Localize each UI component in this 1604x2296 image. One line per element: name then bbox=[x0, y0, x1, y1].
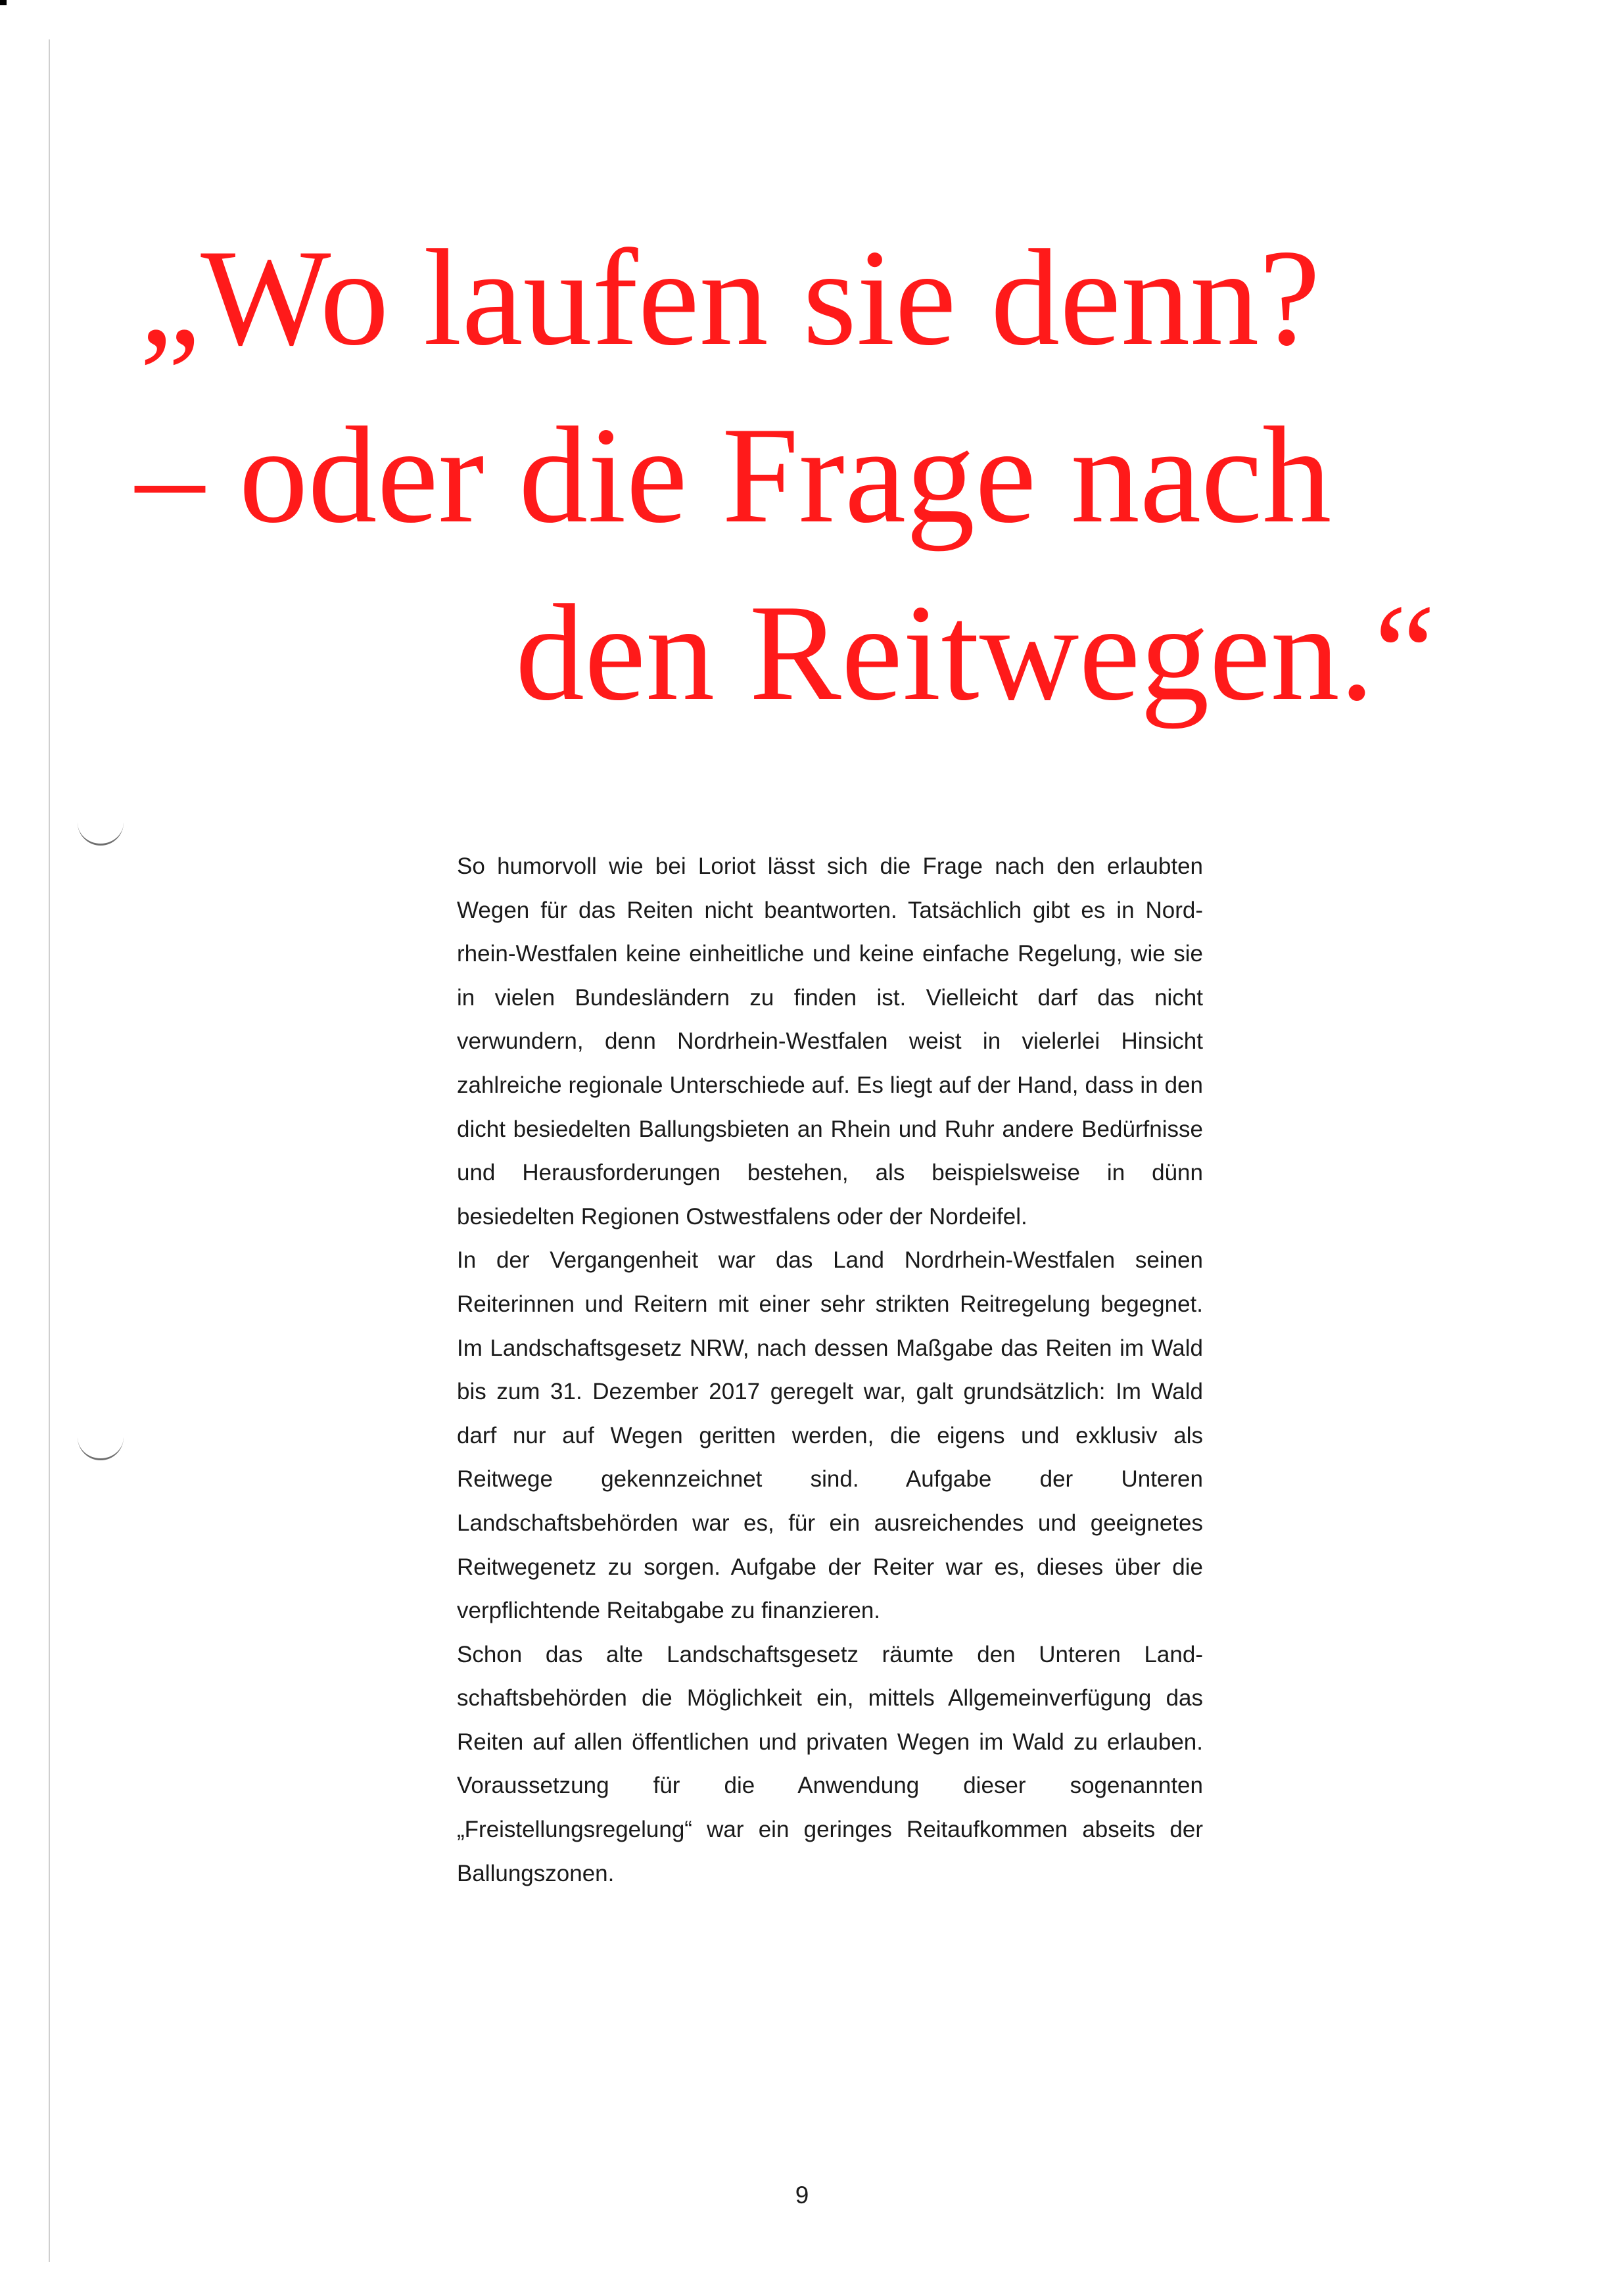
paragraph-2: In der Vergangenheit war das Land Nordrhein-Westfalen seinen Reiterinnen und Reitern mit einer sehr strikten Reitregelung begegnet. Im Landschaftsgesetz NRW, nach dessen Maßgabe das Reiten im Wald bis zum 31. Dezember 2017 geregelt war, galt grundsätzlich: Im Wald darf nur auf Wegen geritten werden, die eigens und exklusiv als Reitwege gekennzeichnet sind. Aufgabe der Unteren Landschaftsbehörden war es, für ein ausreichendes und geeignetes Reitwegenetz zu sorgen. Aufgabe der Reiter war es, dieses über die verpflichtende Reitabgabe zu finanzieren. bbox=[457, 1247, 1203, 1624]
page-headline bbox=[0, 0, 1604, 756]
paragraph-3: Schon das alte Landschaftsgesetz räumte den Unteren Landschaftsbehörden die Möglichkeit ein, mittels Allgemeinverfügung das Reiten auf allen öffentlichen und privaten Wegen im Wald zu erlauben. Voraussetzung für die Anwendung dieser sogenannten „Freistellungsregelung“ war ein geringes Reitaufkommen abseits der Ballungszonen. bbox=[457, 1641, 1203, 1886]
headline-line-3: den Reitwegen.“ bbox=[515, 577, 1436, 729]
headline-line-2: – oder die Frage nach bbox=[135, 399, 1332, 552]
headline-line-1: „Wo laufen sie denn? bbox=[139, 222, 1321, 374]
punch-hole-mark-top bbox=[78, 819, 124, 846]
page-number: 9 bbox=[795, 2182, 809, 2209]
body-text bbox=[457, 845, 1203, 1896]
paragraph-1: So humorvoll wie bei Loriot lässt sich die Frage nach den erlaubten Wegen für das Reiten nicht beantworten. Tatsächlich gibt es in Nordrhein-Westfalen keine einheitliche und keine einfache Regelung, wie sie in vielen Bundesländern zu finden ist. Vielleicht darf das nicht verwundern, denn Nordrhein-Westfalen weist in vielerlei Hinsicht zahlreiche regionale Unterschiede auf. Es liegt auf der Hand, dass in den dicht besiedelten Ballungsbieten an Rhein und Ruhr andere Bedürfnisse und Herausforderungen bestehen, als beispielsweise in dünn besiedelten Regionen Ostwestfalens oder der Nordeifel. bbox=[457, 853, 1203, 1230]
punch-hole-mark-bottom bbox=[78, 1433, 124, 1460]
